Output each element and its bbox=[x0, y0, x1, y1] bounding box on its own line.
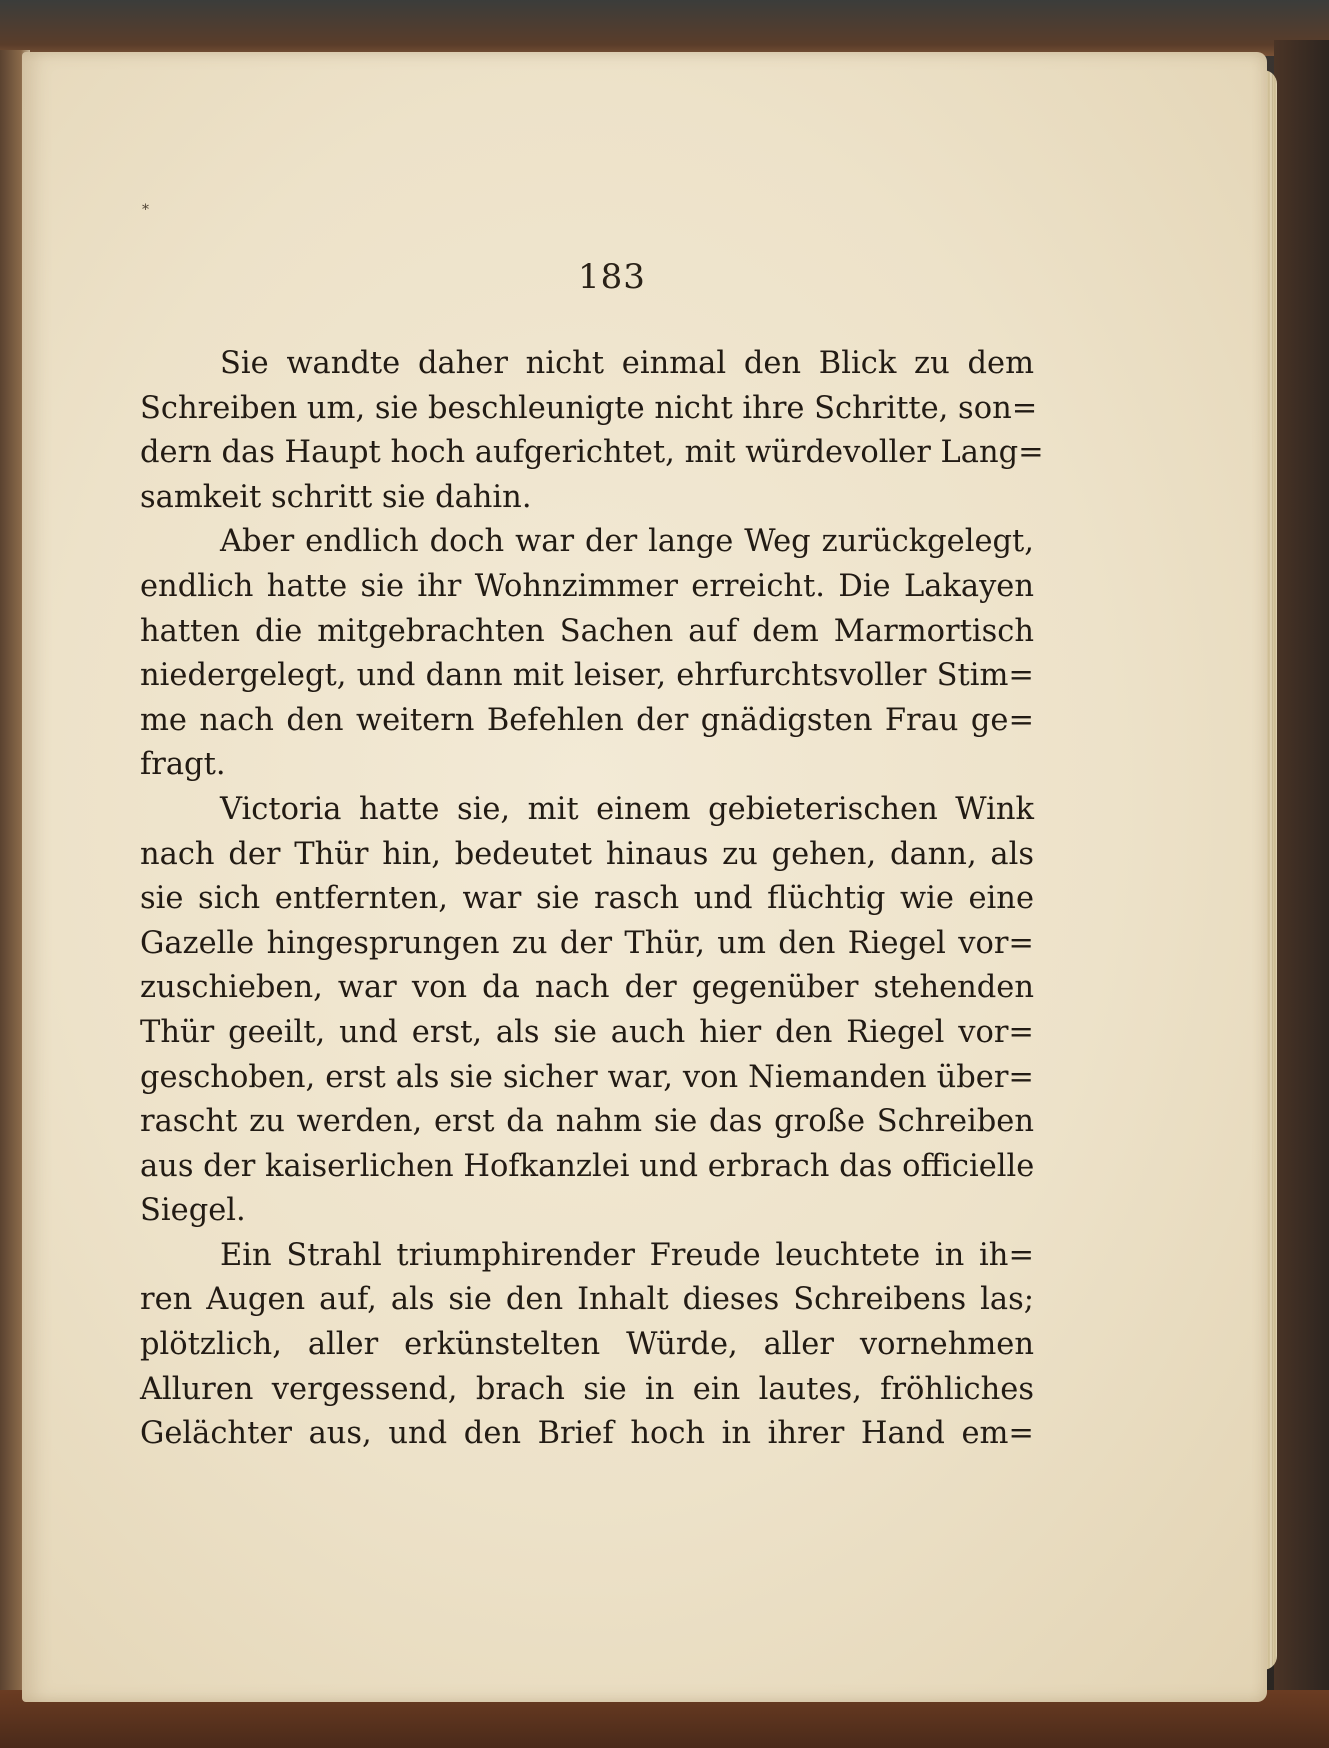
text-line: me nach den weitern Befehlen der gnädigsten Frau ge= bbox=[140, 702, 1034, 738]
text-line: hatten die mitgebrachten Sachen auf dem Marmortisch bbox=[140, 613, 1034, 649]
body-text bbox=[140, 342, 1044, 1457]
text-line: Aber endlich doch war der lange Weg zurückgelegt, bbox=[220, 524, 1034, 560]
text-line: rascht zu werden, erst da nahm sie das große Schreiben bbox=[140, 1104, 1034, 1140]
text-line: Gelächter aus, und den Brief hoch in ihrer Hand em= bbox=[140, 1416, 1034, 1452]
book-back-cover bbox=[1274, 40, 1329, 1720]
text-line: fragt. bbox=[140, 747, 226, 783]
text-line: nach der Thür hin, bedeutet hinaus zu gehen, dann, als bbox=[140, 836, 1034, 872]
text-line: Thür geeilt, und erst, als sie auch hier den Riegel vor= bbox=[140, 1014, 1034, 1050]
page-number: 183 bbox=[578, 257, 646, 297]
book-top-edge bbox=[0, 0, 1329, 56]
text-line: dern das Haupt hoch aufgerichtet, mit würdevoller Lang= bbox=[140, 435, 1044, 471]
text-line: Victoria hatte sie, mit einem gebieterischen Wink bbox=[220, 791, 1034, 827]
text-line: samkeit schritt sie dahin. bbox=[140, 479, 532, 515]
book-page bbox=[22, 52, 1267, 1702]
text-line: Alluren vergessend, brach sie in ein lautes, fröhliches bbox=[140, 1371, 1034, 1407]
text-line: Gazelle hingesprungen zu der Thür, um den Riegel vor= bbox=[140, 925, 1034, 961]
text-line: niedergelegt, und dann mit leiser, ehrfurchtsvoller Stim= bbox=[140, 658, 1034, 694]
text-line: Ein Strahl triumphirender Freude leuchtete in ih= bbox=[220, 1237, 1034, 1273]
text-line: sie sich entfernten, war sie rasch und flüchtig wie eine bbox=[140, 881, 1034, 917]
text-line: aus der kaiserlichen Hofkanzlei und erbrach das officielle bbox=[140, 1148, 1035, 1184]
text-line: endlich hatte sie ihr Wohnzimmer erreicht. Die Lakayen bbox=[140, 568, 1034, 604]
text-line: geschoben, erst als sie sicher war, von Niemanden über= bbox=[140, 1059, 1034, 1095]
text-line: Siegel. bbox=[140, 1193, 246, 1229]
corner-mark: * bbox=[142, 202, 149, 218]
text-line: plötzlich, aller erkünstelten Würde, aller vornehmen bbox=[140, 1327, 1034, 1363]
text-line: Schreiben um, sie beschleunigte nicht ihre Schritte, son= bbox=[140, 390, 1038, 426]
text-line: Sie wandte daher nicht einmal den Blick zu dem bbox=[220, 346, 1034, 381]
text-line: zuschieben, war von da nach der gegenüber stehenden bbox=[140, 970, 1034, 1006]
text-line: ren Augen auf, als sie den Inhalt dieses Schreibens las; bbox=[140, 1282, 1034, 1318]
